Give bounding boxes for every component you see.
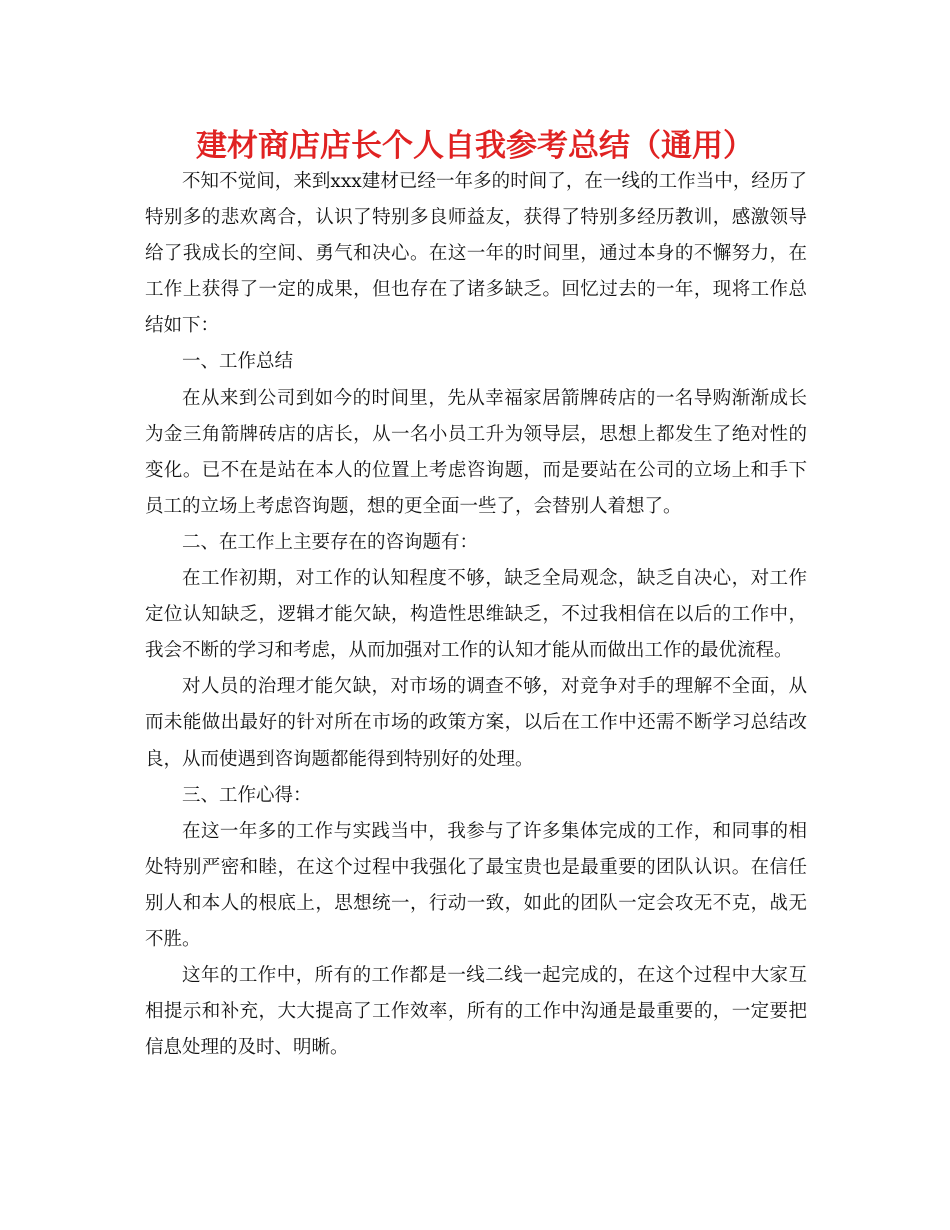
document-title: 建材商店店长个人自我参考总结（通用）: [196, 128, 754, 164]
paragraph-experience-1: 在这一年多的工作与实践当中，我参与了许多集体完成的工作，和同事的相处特别严密和睦，在这个过程中我强化了最宝贵也是最重要的团队认识。在信任别人和本人的根底上，思想统一，行动一致，如此的团队一定会攻无不克，战无不胜。: [145, 820, 807, 950]
section-heading-problems: 二、在工作上主要存在的咨询题有：: [182, 531, 479, 553]
section-heading-experience: 三、工作心得：: [182, 784, 312, 806]
paragraph-experience-2: 这年的工作中，所有的工作都是一线二线一起完成的，在这个过程中大家互相提示和补充，大大提高了工作效率，所有的工作中沟通是最重要的，一定要把信息处理的及时、明晰。: [145, 965, 807, 1059]
paragraph-problems-1: 在工作初期，对工作的认知程度不够，缺乏全局观念，缺乏自决心，对工作定位认知缺乏，逻辑才能欠缺，构造性思维缺乏，不过我相信在以后的工作中，我会不断的学习和考虑，从而加强对工作的认知才能从而做出工作的最优流程。: [145, 568, 807, 662]
paragraph-work-summary: 在从来到公司到如今的时间里，先从幸福家居箭牌砖店的一名导购渐渐成长为金三角箭牌砖店的店长，从一名小员工升为领导层，思想上都发生了绝对性的变化。已不在是站在本人的位置上考虑咨询题，而是要站在公司的立场上和手下员工的立场上考虑咨询题，想的更全面一些了，会替别人着想了。: [145, 387, 807, 517]
section-heading-work-summary: 一、工作总结: [182, 351, 294, 373]
paragraph-intro: 不知不觉间，来到xxx建材已经一年多的时间了，在一线的工作当中，经历了特别多的悲欢离合，认识了特别多良师益友，获得了特别多经历教训，感激领导给了我成长的空间、勇气和决心。在这一年的时间里，通过本身的不懈努力，在工作上获得了一定的成果，但也存在了诸多缺乏。回忆过去的一年，现将工作总结如下：: [145, 171, 807, 337]
document-body: [145, 164, 807, 1066]
paragraph-problems-2: 对人员的治理才能欠缺，对市场的调查不够，对竞争对手的理解不全面，从而未能做出最好的针对所在市场的政策方案，以后在工作中还需不断学习总结改良，从而使遇到咨询题都能得到特别好的处理。: [145, 676, 807, 770]
